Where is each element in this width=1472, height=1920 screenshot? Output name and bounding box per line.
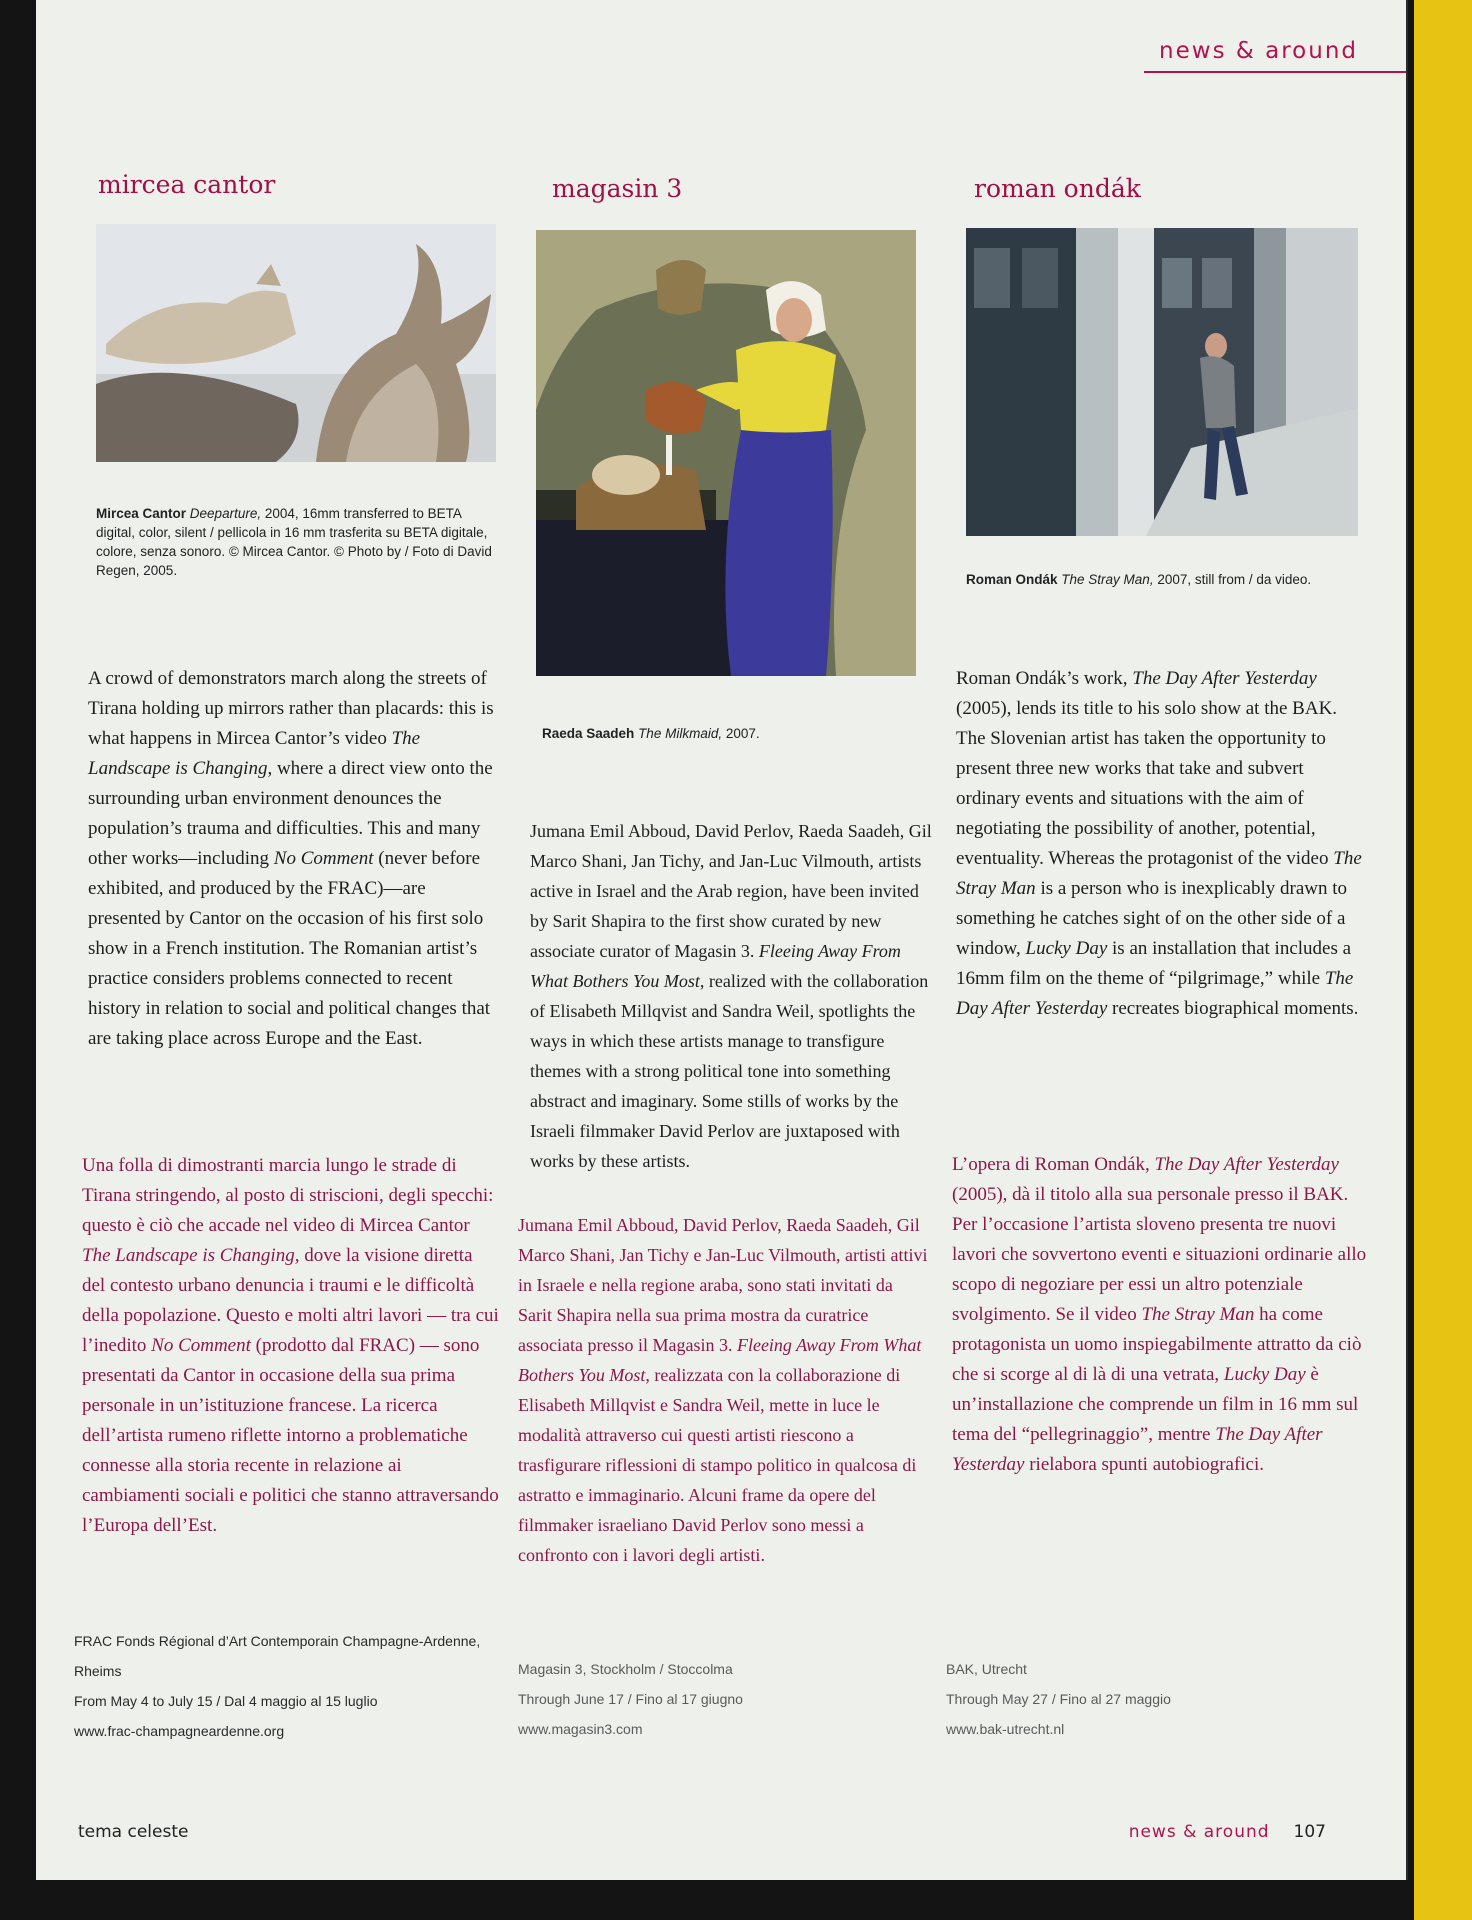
venue-website: www.frac-champagneardenne.org	[74, 1723, 285, 1739]
column-title-roman-ondak: roman ondák	[974, 174, 1141, 203]
column-title-mircea-cantor: mircea cantor	[98, 170, 276, 199]
header-rule	[1144, 71, 1406, 73]
photo-mircea-cantor	[96, 224, 496, 462]
venue-website: www.magasin3.com	[518, 1721, 643, 1737]
caption-details: 2007.	[722, 726, 760, 741]
body-en-roman-ondak: Roman Ondák’s work, The Day After Yesterday (2005), lends its title to his solo show at the BAK. The Slovenian artist has taken the opportunity to present three new works that take and subvert ordinary events and situations with the aim of negotiating the possibility of another, potential, eventuality. Whereas the protagonist of the video The Stray Man is a person who is inexplicably drawn to something he catches sight of on the other side of a window, Lucky Day is an installation that includes a 16mm film on the theme of “pilgrimage,” while The Day After Yesterday recreates biographical moments.	[956, 668, 1362, 1019]
caption-artist: Raeda Saadeh	[542, 726, 635, 741]
venue-website: www.bak-utrecht.nl	[946, 1721, 1065, 1737]
caption-work: Deeparture,	[189, 506, 262, 521]
venue-name: Magasin 3, Stockholm / Stoccolma	[518, 1661, 733, 1677]
body-it-roman-ondak: L’opera di Roman Ondák, The Day After Yesterday (2005), dà il titolo alla sua personale presso il BAK. Per l’occasione l’artista sloveno presenta tre nuovi lavori che sovvertono eventi e situazioni ordinarie allo scopo di negoziare per essi un altro potenziale svolgimento. Se il video The Stray Man ha come protagonista un uomo inspiegabilmente attratto da ciò che si scorge al di là di una vetrata, Lucky Day è un’installazione che comprende un film in 16 mm sul tema del “pellegrinaggio”, mentre The Day After Yesterday rielabora spunti autobiografici.	[952, 1154, 1367, 1475]
venue-info-mircea-cantor	[74, 1626, 494, 1746]
caption-details: 2007, still from / da video.	[1153, 572, 1312, 587]
caption-roman-ondak	[966, 570, 1366, 589]
footer-section	[1129, 1822, 1326, 1842]
caption-mircea-cantor	[96, 504, 496, 580]
venue-dates: Through June 17 / Fino al 17 giugno	[518, 1691, 743, 1707]
body-en-mircea-cantor: A crowd of demonstrators march along the streets of Tirana holding up mirrors rather than placards: this is what happens in Mircea Cantor’s video The Landscape is Changing, where a direct view onto the surrounding urban environment denounces the population’s trauma and difficulties. This and many other works—including No Comment (never before exhibited, and produced by the FRAC)—are presented by Cantor on the occasion of his first solo show in a French institution. The Romanian artist’s practice considers problems connected to recent history in relation to social and political changes that are taking place across Europe and the East.	[88, 668, 494, 1049]
venue-dates: From May 4 to July 15 / Dal 4 maggio al 15 luglio	[74, 1693, 378, 1709]
section-header: news & around	[1159, 38, 1358, 64]
caption-work: The Stray Man,	[1061, 572, 1154, 587]
photo-roman-ondak	[966, 228, 1358, 536]
page-number: 107	[1293, 1822, 1326, 1842]
venue-dates: Through May 27 / Fino al 27 maggio	[946, 1691, 1171, 1707]
caption-artist: Mircea Cantor	[96, 506, 187, 521]
body-it-magasin-3: Jumana Emil Abboud, David Perlov, Raeda Saadeh, Gil Marco Shani, Jan Tichy e Jan-Luc Vilmouth, artisti attivi in Israele e nella regione araba, sono stati invitati da Sarit Shapira nella sua prima mostra da curatrice associata presso il Magasin 3. Fleeing Away From What Bothers You Most, realizzata con la collaborazione di Elisabeth Millqvist e Sandra Weil, mette in luce le modalità attraverso cui questi artisti riescono a trasfigurare riflessioni di stampo politico in qualcosa di astratto e immaginario. Alcuni frame da opere del filmmaker israeliano David Perlov sono messi a confronto con i lavori degli artisti.	[518, 1215, 928, 1565]
caption-work: The Milkmaid,	[638, 726, 723, 741]
venue-info-magasin-3	[518, 1654, 918, 1744]
venue-name: BAK, Utrecht	[946, 1661, 1027, 1677]
venue-info-roman-ondak	[946, 1654, 1346, 1744]
adjacent-page-edge	[1414, 0, 1472, 1920]
column-title-magasin-3: magasin 3	[552, 174, 683, 203]
caption-details: 2004, 16mm transferred to BETA digital, color, silent / pellicola in 16 mm trasferita su BETA digitale, colore, senza sonoro. © Mircea Cantor. © Photo by / Foto di David Regen, 2005.	[96, 506, 492, 578]
caption-artist: Roman Ondák	[966, 572, 1058, 587]
footer-section-label: news & around	[1128, 1822, 1270, 1842]
footer-magazine-name: tema celeste	[78, 1822, 189, 1842]
magazine-page	[36, 0, 1408, 1880]
body-it-mircea-cantor: Una folla di dimostranti marcia lungo le strade di Tirana stringendo, al posto di striscioni, degli specchi: questo è ciò che accade nel video di Mircea Cantor The Landscape is Changing, dove la visione diretta del contesto urbano denuncia i traumi e le difficoltà della popolazione. Questo e molti altri lavori — tra cui l’inedito No Comment (prodotto dal FRAC) — sono presentati da Cantor in occasione della sua prima personale in un’istituzione francese. La ricerca dell’artista rumeno riflette intorno a problematiche connesse alla storia recente in relazione ai cambiamenti sociali e politici che stanno attraversando l’Europa dell’Est.	[82, 1155, 499, 1536]
venue-name: FRAC Fonds Régional d’Art Contemporain Champagne-Ardenne, Rheims	[74, 1633, 481, 1679]
body-en-magasin-3: Jumana Emil Abboud, David Perlov, Raeda Saadeh, Gil Marco Shani, Jan Tichy, and Jan-Luc Vilmouth, artists active in Israel and the Arab region, have been invited by Sarit Shapira to the first show curated by new associate curator of Magasin 3. Fleeing Away From What Bothers You Most, realized with the collaboration of Elisabeth Millqvist and Sandra Weil, spotlights the ways in which these artists manage to transfigure themes with a strong political tone into something abstract and imaginary. Some stills of works by the Israeli filmmaker David Perlov are juxtaposed with works by these artists.	[530, 821, 932, 1171]
caption-magasin-3	[542, 724, 922, 743]
photo-magasin-3	[536, 230, 916, 676]
